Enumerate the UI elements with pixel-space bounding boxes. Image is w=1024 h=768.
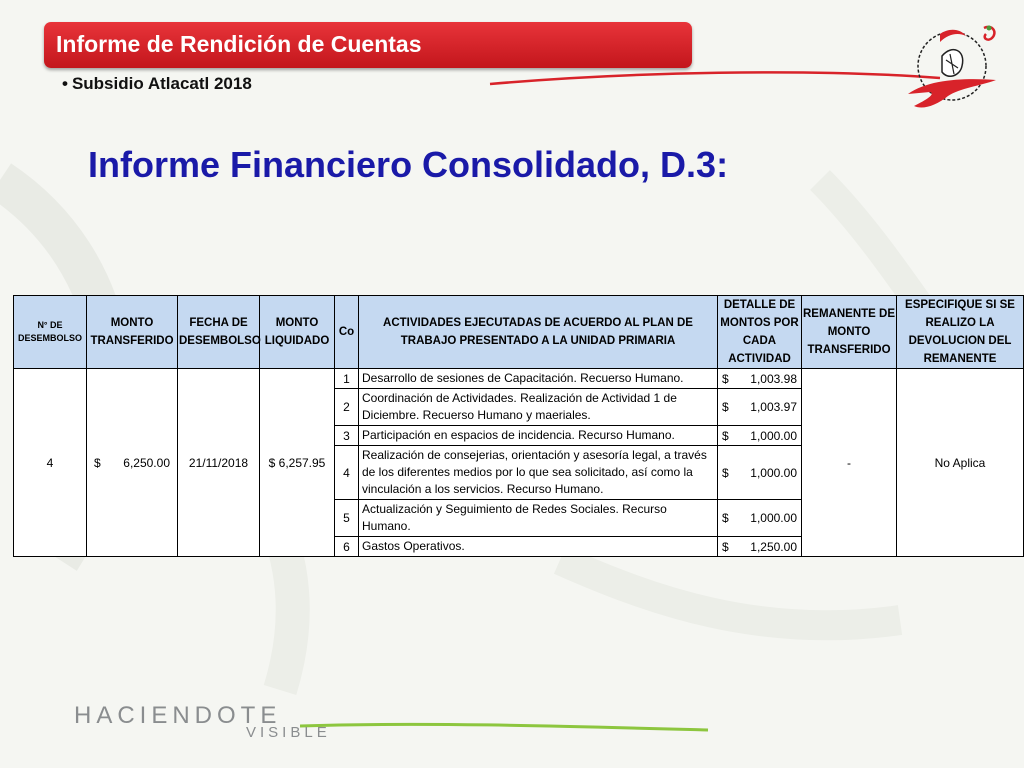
monto-cell (718, 426, 802, 446)
header-especifique: ESPECIFIQUE SI SE REALIZO LA DEVOLUCION DEL REMANENTE (897, 296, 1024, 369)
monto-value: 1,003.97 (750, 400, 797, 414)
monto-cell (718, 500, 802, 537)
monto-value: 1,000.00 (750, 428, 797, 443)
monto-cell (718, 537, 802, 557)
co-cell: 5 (335, 500, 359, 537)
header-remanente: REMANENTE DE MONTO TRANSFERIDO (802, 296, 897, 369)
monto-liquidado-cell: $ 6,257.95 (260, 369, 335, 557)
header-co: Co (335, 296, 359, 369)
co-cell: 1 (335, 369, 359, 389)
monto-transferido-cell (87, 369, 178, 557)
currency-symbol: $ (722, 371, 729, 386)
header-desembolso: N° DE DESEMBOLSO (14, 296, 87, 369)
monto-cell (718, 389, 802, 426)
header-detalle-montos: DETALLE DE MONTOS POR CADA ACTIVIDAD (718, 296, 802, 369)
monto-cell (718, 369, 802, 389)
footer-swoosh (300, 712, 710, 742)
currency-symbol: $ (722, 465, 729, 480)
desembolso-cell: 4 (14, 369, 87, 557)
footer-brand: HACIENDOTE (74, 702, 282, 729)
section-title: Informe de Rendición de Cuentas (56, 31, 422, 57)
subtitle-text: Subsidio Atlacatl 2018 (71, 74, 252, 93)
remanente-cell: - (802, 369, 897, 557)
monto-value: 1,000.00 (750, 511, 797, 525)
footer-subtitle: VISIBLE (246, 724, 331, 741)
organization-logo (900, 14, 1000, 124)
monto-value: 1,250.00 (750, 539, 797, 554)
header-monto-liquidado: MONTO LIQUIDADO (260, 296, 335, 369)
actividad-cell: Gastos Operativos. (359, 537, 718, 557)
monto-transferido-value: 6,250.00 (123, 455, 170, 470)
monto-value: 1,003.98 (750, 371, 797, 386)
actividad-cell: Desarrollo de sesiones de Capacitación. Recuerso Humano. (359, 369, 718, 389)
bullet-icon: • (62, 74, 68, 93)
co-cell: 6 (335, 537, 359, 557)
fecha-cell: 21/11/2018 (178, 369, 260, 557)
actividad-cell: Participación en espacios de incidencia. Recurso Humano. (359, 426, 718, 446)
header-actividades: ACTIVIDADES EJECUTADAS DE ACUERDO AL PLAN DE TRABAJO PRESENTADO A LA UNIDAD PRIMARIA (359, 296, 718, 369)
co-cell: 2 (335, 389, 359, 426)
financial-table (13, 295, 1024, 557)
header-fecha-desembolso: FECHA DE DESEMBOLSO (178, 296, 260, 369)
actividad-cell: Actualización y Seguimiento de Redes Sociales. Recurso Humano. (359, 500, 718, 537)
currency-symbol: $ (722, 539, 729, 554)
especifique-cell: No Aplica (897, 369, 1024, 557)
currency-symbol: $ (722, 511, 729, 525)
co-cell: 4 (335, 446, 359, 500)
page-title: Informe Financiero Consolidado, D.3: (88, 144, 729, 185)
monto-value: 1,000.00 (750, 465, 797, 480)
header-monto-transferido: MONTO TRANSFERIDO (87, 296, 178, 369)
co-cell: 3 (335, 426, 359, 446)
monto-cell (718, 446, 802, 500)
actividad-cell: Coordinación de Actividades. Realización de Actividad 1 de Diciembre. Recuerso Humano y maeriales. (359, 389, 718, 426)
currency-symbol: $ (722, 400, 729, 414)
subtitle-bullet (62, 74, 252, 94)
currency-symbol: $ (722, 428, 729, 443)
actividad-cell: Realización de consejerias, orientación y asesoría legal, a través de los diferentes medios por lo que sea solicitado, así como la vinculación a los servicios. Recurso Humano. (359, 446, 718, 500)
table-row (14, 369, 1024, 389)
currency-symbol: $ (94, 455, 101, 470)
title-swoosh (480, 60, 950, 90)
